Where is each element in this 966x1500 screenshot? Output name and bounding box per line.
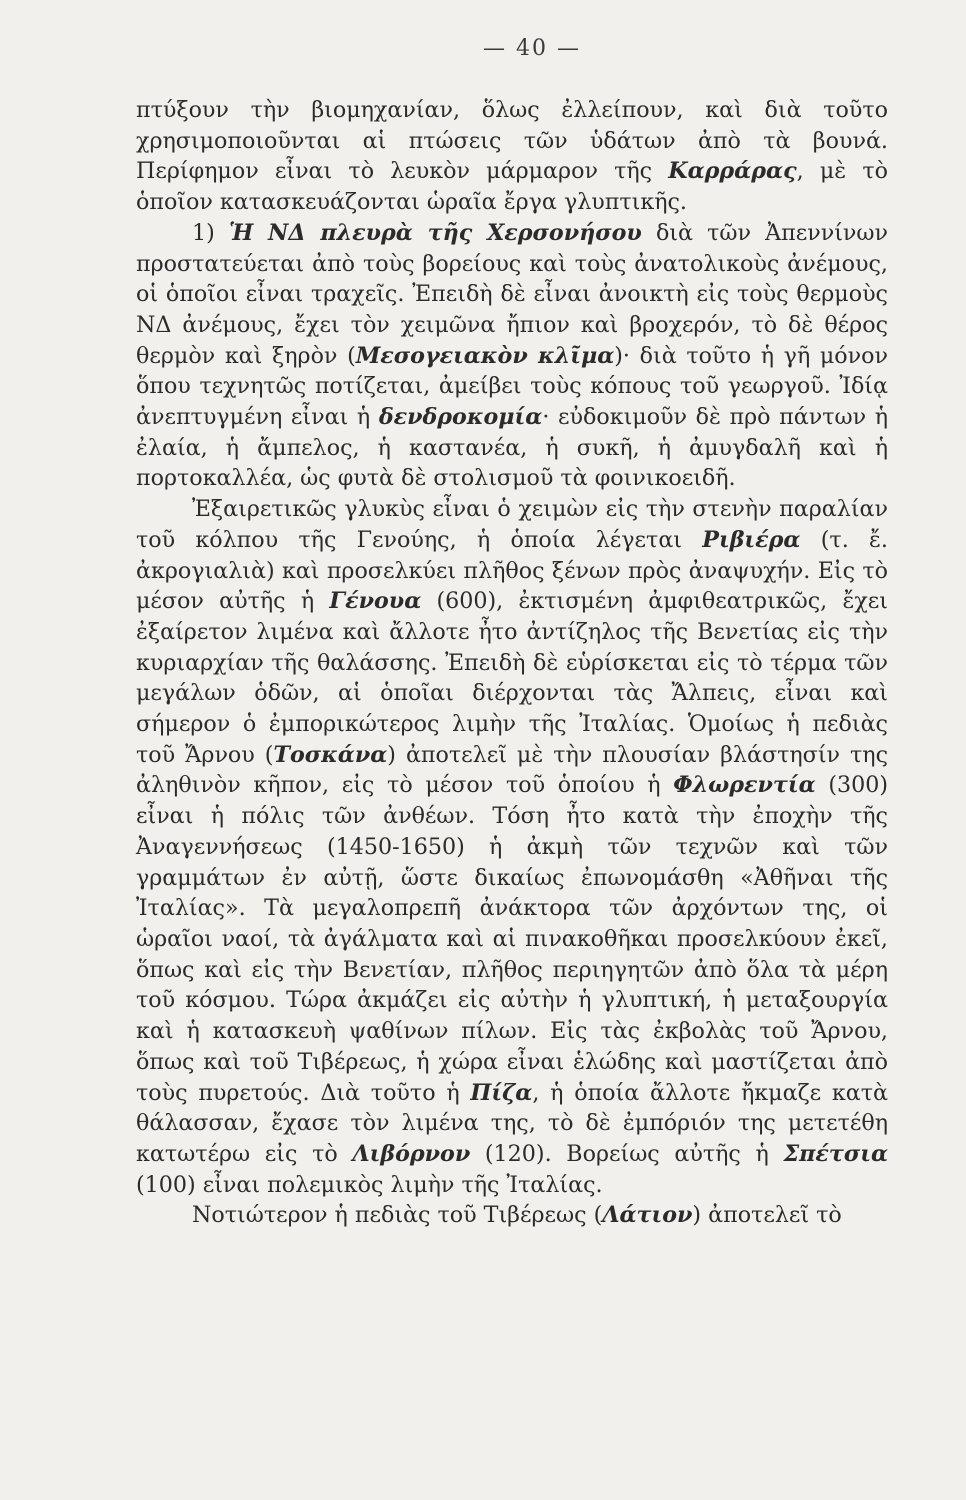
text-run: (100) εἶναι πολεμικὸς λιμὴν τῆς Ἰταλίας. [136, 1171, 603, 1198]
text-run: διὰ τῶν Ἀπεννίνων προστατεύεται ἀπὸ τοὺς βορείους καὶ τοὺς ἀνατολικοὺς ἀνέμους, οἱ ὁποῖοι εἶναι τραχεῖς. Ἐπειδὴ δὲ εἶναι ἀνοικτὴ εἰς τοὺς θερμοὺς ΝΔ ἀνέμους, ἔχει τὸν χειμῶνα ἤπιον καὶ βροχερόν, τὸ δὲ θέρος θερμὸν καὶ ξηρὸν ( [136, 219, 888, 369]
text-run: ) ἀποτελεῖ μὲ τὴν πλουσίαν βλάστησίν της ἀληθινὸν κῆπον, εἰς τὸ μέσον τοῦ ὁποίου ἡ [136, 741, 889, 799]
emphasis-climate: Μεσογειακὸν κλῖμα [355, 342, 615, 369]
emphasis-florentia: Φλωρεντία [673, 772, 816, 799]
emphasis-spetsia: Σπέτσια [783, 1140, 889, 1167]
text-run: · εὐδοκιμοῦν δὲ πρὸ πάντων ἡ ἐλαία, ἡ ἄμπελος, ἡ καστανέα, ἡ συκῆ, ἡ ἀμυγδαλῆ καὶ ἡ πορτοκαλλέα, ὡς φυτὰ δὲ στολισμοῦ τὰ φοινικοειδῆ. [136, 404, 888, 492]
text-run: Νοτιώτερον ἡ πεδιὰς τοῦ Τιβέρεως ( [192, 1202, 603, 1229]
emphasis-riviera: Ριβιέρα [702, 526, 801, 553]
text-run: 1) [192, 219, 229, 246]
emphasis-genoua: Γένουα [329, 588, 422, 615]
text-run: (600), ἐκτισμένη ἀμφιθεατρικῶς, ἔχει ἐξαίρετον λιμένα καὶ ἄλλοτε ἦτο ἀντίζηλος τῆς Βενετίας εἰς τὴν κυριαρχίαν τῆς θαλάσσης. Ἐπειδὴ δὲ εὑρίσκεται εἰς τὸ τέρμα τῶν μεγάλων ὁδῶν, αἱ ὁποῖαι διέρχονται τὰς Ἄλπεις, εἶναι καὶ σήμερον ὁ ἐμπορικώτερος λιμὴν τῆς Ἰταλίας. Ὁμοίως ἡ πεδιὰς τοῦ Ἄρνου ( [136, 588, 888, 768]
text-run: (300) εἶναι ἡ πόλις τῶν ἀνθέων. Τόση ἦτο κατὰ τὴν ἐποχὴν τῆς Ἀναγεννήσεως (1450-1650) ἡ ἀκμὴ τῶν τεχνῶν καὶ τῶν γραμμάτων ἐν αὐτῇ, ὥστε δικαίως ἐπωνομάσθη «Ἀθῆναι τῆς Ἰταλίας». Τὰ μεγαλοπρεπῆ ἀνάκτορα τῶν ἀρχόντων της, οἱ ὡραῖοι ναοί, τὰ ἀγάλματα καὶ αἱ πινακοθῆκαι προσελκύουν ἐκεῖ, ὅπως καὶ εἰς τὴν Βενετίαν, πλῆθος περιηγητῶν ἀπὸ ὅλα τὰ μέρη τοῦ κόσμου. Τώρα ἀκμάζει εἰς αὐτὴν ἡ γλυπτική, ἡ μεταξουργία καὶ ἡ κατασκευὴ ψαθίνων πίλων. Εἰς τὰς ἐκβολὰς τοῦ Ἄρνου, ὅπως καὶ τοῦ Τιβέρεως, ἡ χώρα εἶναι ἑλώδης καὶ μαστίζεται ἀπὸ τοὺς πυρετούς. Διὰ τοῦτο ἡ [136, 772, 889, 1106]
paragraph-2 [136, 218, 888, 494]
text-run: (τ. ἔ. ἀκρογιαλιὰ) καὶ προσελκύει πλῆθος ξένων πρὸς ἀναψυχήν. Εἰς τὸ μέσον αὐτῆς ἡ [136, 526, 888, 615]
paragraph-1 [136, 95, 888, 218]
text-run: )· διὰ τοῦτο ἡ γῆ μόνον ὅπου τεχνητῶς ποτίζεται, ἀμείβει τοὺς κόπους τοῦ γεωργοῦ. Ἰδίᾳ ἀνεπτυγμένη εἶναι ἡ [136, 342, 889, 431]
text-run: πτύξουν τὴν βιομηχανίαν, ὅλως ἐλλείπουν, καὶ διὰ τοῦτο χρησιμοποιοῦνται αἱ πτώσεις τῶν ὑδάτων ἀπὸ τὰ βουνά. Περίφημον εἶναι τὸ λευκὸν μάρμαρον τῆς [136, 97, 888, 185]
text-run: (120). Βορείως αὐτῆς ἡ [470, 1140, 784, 1167]
emphasis-karrara: Καρράρας [668, 158, 797, 185]
emphasis-lation: Λάτιον [602, 1202, 693, 1229]
emphasis-heading: Ἡ ΝΔ πλευρὰ τῆς Χερσονήσου [228, 219, 642, 246]
paragraph-4 [136, 1200, 888, 1231]
text-run: Ἐξαιρετικῶς γλυκὺς εἶναι ὁ χειμὼν εἰς τὴν στενὴν παραλίαν τοῦ κόλπου τῆς Γενούης, ἡ ὁποία λέγεται [136, 496, 888, 553]
page-number: — 40 — [483, 36, 581, 61]
text-run: , ἡ ὁποία ἄλλοτε ἤκμαζε κατὰ θάλασσαν, ἔχασε τὸν λιμένα της, τὸ δὲ ἐμπόριόν της μετετέθη κατωτέρω εἰς τὸ [136, 1079, 888, 1167]
emphasis-livornon: Λιβόρνον [352, 1140, 471, 1167]
text-run: ) ἀποτελεῖ τὸ [692, 1202, 842, 1229]
paragraph-3 [136, 494, 888, 1200]
text-run: , μὲ τὸ ὁποῖον κατασκευάζονται ὡραῖα ἔργα γλυπτικῆς. [136, 158, 888, 216]
page-body [136, 95, 888, 1231]
emphasis-toskana: Τοσκάνα [273, 741, 388, 768]
emphasis-piza: Πίζα [470, 1079, 533, 1106]
emphasis-dendrokomia: δενδροκομία [378, 404, 543, 431]
